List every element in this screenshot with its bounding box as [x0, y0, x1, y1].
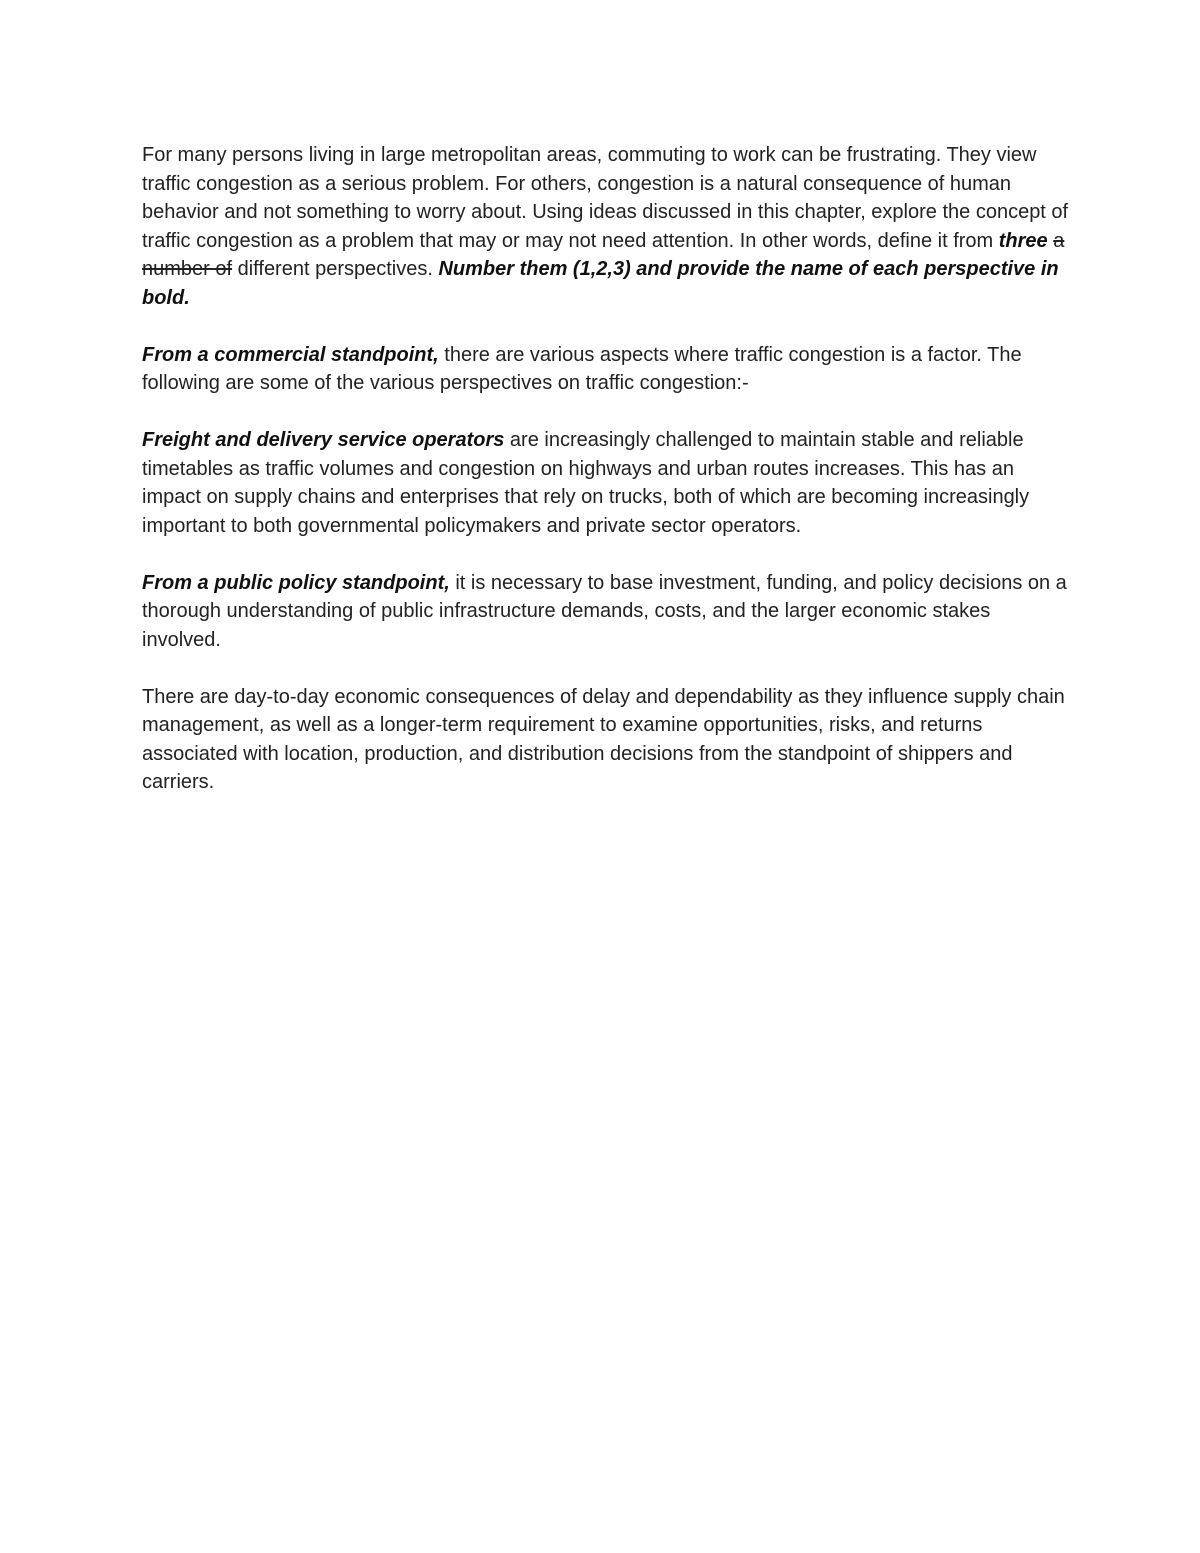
intro-bold-instruction: Number them (1,2,3) and provide the name of each perspective in bold.	[142, 258, 1059, 309]
intro-struck-text: a number of	[142, 229, 1065, 280]
public-policy-text: it is necessary to base investment, funding, and policy decisions on a thorough understanding of public infrastructure demands, costs, and the larger economic stakes involved.	[142, 571, 1067, 651]
public-policy-heading: From a public policy standpoint,	[142, 571, 450, 594]
document-body	[142, 141, 1072, 825]
intro-text-1: For many persons living in large metropolitan areas, commuting to work can be frustrating. They view traffic congestion as a serious problem. For others, congestion is a natural consequence of human behavior and not something to worry about. Using ideas discussed in this chapter, explore the concept of traffic congestion as a problem that may or may not need attention. In other words, define it from	[142, 144, 1069, 252]
closing-paragraph	[142, 683, 1072, 797]
commercial-heading: From a commercial standpoint,	[142, 343, 439, 366]
intro-bold-three: three	[998, 229, 1048, 252]
commercial-text: there are various aspects where traffic congestion is a factor. The following are some of the various perspectives on traffic congestion:-	[142, 343, 1022, 394]
commercial-paragraph	[142, 341, 1072, 398]
closing-text: There are day-to-day economic consequences of delay and dependability as they influence supply chain management, as well as a longer-term requirement to examine opportunities, risks, and returns associated with location, production, and distribution decisions from the standpoint of shippers and carriers.	[142, 685, 1065, 793]
freight-heading: Freight and delivery service operators	[142, 429, 505, 451]
freight-paragraph	[142, 426, 1072, 540]
freight-text: are increasingly challenged to maintain stable and reliable timetables as traffic volumes and congestion on highways and urban routes increases. This has an impact on supply chains and enterprises that rely on trucks, both of which are becoming increasingly important to both governmental policymakers and private sector operators.	[142, 429, 1030, 537]
intro-text-2: different perspectives.	[232, 258, 439, 280]
public-policy-paragraph	[142, 569, 1072, 655]
intro-paragraph	[142, 141, 1072, 312]
